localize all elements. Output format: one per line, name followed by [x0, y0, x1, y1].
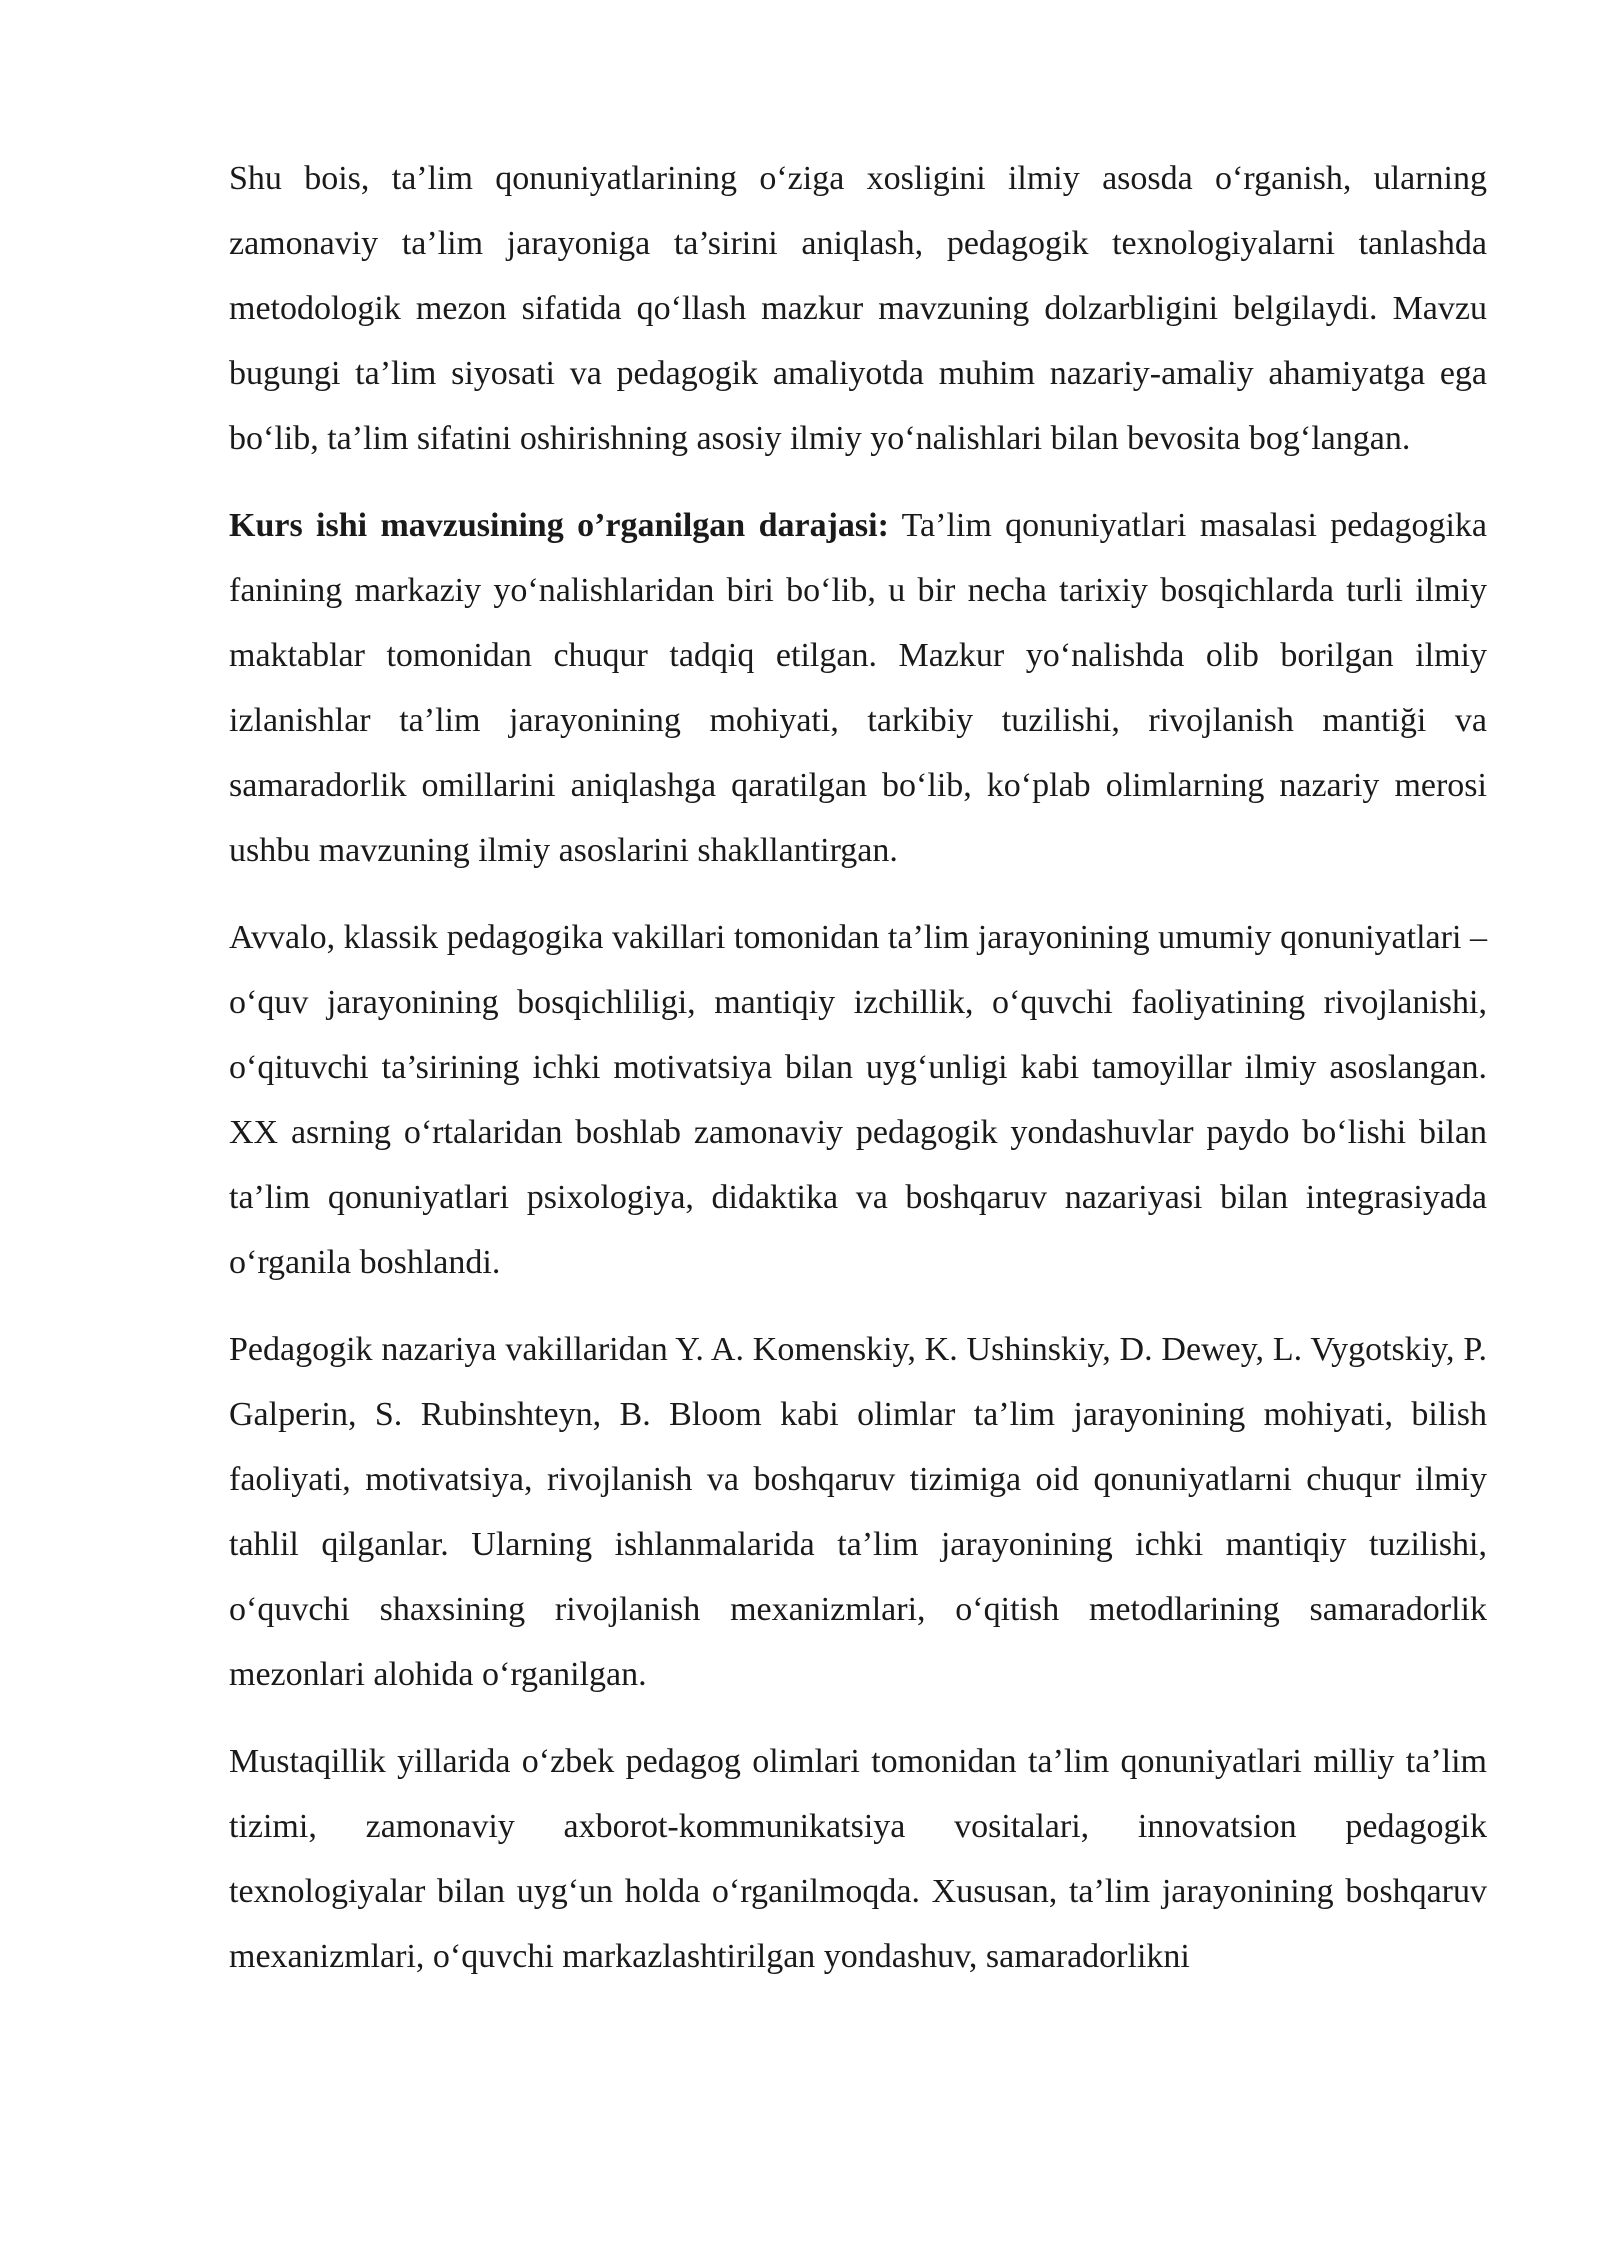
paragraph-text: Mustaqillik yillarida o‘zbek pedagog olimlari tomonidan ta’lim qonuniyatlari milliy ta’lim tizimi, zamonaviy axborot-kommunikatsiya vositalari, innovatsion pedagogik texnologiyalar bilan uyg‘un holda o‘rganilmoqda. Xususan, ta’lim jarayonining boshqaruv mexanizmlari, o‘quvchi markazlashtirilgan yondashuv, samaradorlikni — [229, 1743, 1487, 1975]
paragraph-study-level — [229, 493, 1487, 883]
paragraph-text: Ta’lim qonuniyatlari masalasi pedagogika fanining markaziy yo‘nalishlaridan biri bo‘lib, u bir necha tarixiy bosqichlarda turli ilmiy maktablar tomonidan chuqur tadqiq etilgan. Mazkur yo‘nalishda olib borilgan ilmiy izlanishlar ta’lim jarayonining mohiyati, tarkibiy tuzilishi, rivojlanish mantiği va samaradorlik omillarini aniqlashga qaratilgan bo‘lib, ko‘plab olimlarning nazariy merosi ushbu mavzuning ilmiy asoslarini shakllantirgan. — [229, 507, 1487, 869]
paragraph-text: Pedagogik nazariya vakillaridan Y. A. Komenskiy, K. Ushinskiy, D. Dewey, L. Vygotskiy, P. Galperin, S. Rubinshteyn, B. Bloom kabi olimlar ta’lim jarayonining mohiyati, bilish faoliyati, motivatsiya, rivojlanish va boshqaruv tizimiga oid qonuniyatlarni chuqur ilmiy tahlil qilganlar. Ularning ishlanmalarida ta’lim jarayonining ichki mantiqiy tuzilishi, o‘quvchi shaxsining rivojlanish mexanizmlari, o‘qitish metodlarining samaradorlik mezonlari alohida o‘rganilgan. — [229, 1331, 1487, 1693]
section-heading: Kurs ishi mavzusining o’rganilgan darajasi: — [229, 507, 889, 544]
paragraph-classical-pedagogy — [229, 905, 1487, 1295]
paragraph-independence-years — [229, 1729, 1487, 1989]
paragraph-theorists — [229, 1317, 1487, 1707]
paragraph-text: Shu bois, ta’lim qonuniyatlarining o‘ziga xosligini ilmiy asosda o‘rganish, ularning zamonaviy ta’lim jarayoniga ta’sirini aniqlash, pedagogik texnologiyalarni tanlashda metodologik mezon sifatida qo‘llash mazkur mavzuning dolzarbligini belgilaydi. Mavzu bugungi ta’lim siyosati va pedagogik amaliyotda muhim nazariy-amaliy ahamiyatga ega bo‘lib, ta’lim sifatini oshirishning asosiy ilmiy yo‘nalishlari bilan bevosita bog‘langan. — [229, 160, 1487, 457]
document-page — [229, 146, 1487, 2011]
paragraph-text: Avvalo, klassik pedagogika vakillari tomonidan ta’lim jarayonining umumiy qonuniyatlari – o‘quv jarayonining bosqichliligi, mantiqiy izchillik, o‘quvchi faoliyatining rivojlanishi, o‘qituvchi ta’sirining ichki motivatsiya bilan uyg‘unligi kabi tamoyillar ilmiy asoslangan. XX asrning o‘rtalaridan boshlab zamonaviy pedagogik yondashuvlar paydo bo‘lishi bilan ta’lim qonuniyatlari psixologiya, didaktika va boshqaruv nazariyasi bilan integrasiyada o‘rganila boshlandi. — [229, 919, 1487, 1281]
paragraph-relevance — [229, 146, 1487, 471]
